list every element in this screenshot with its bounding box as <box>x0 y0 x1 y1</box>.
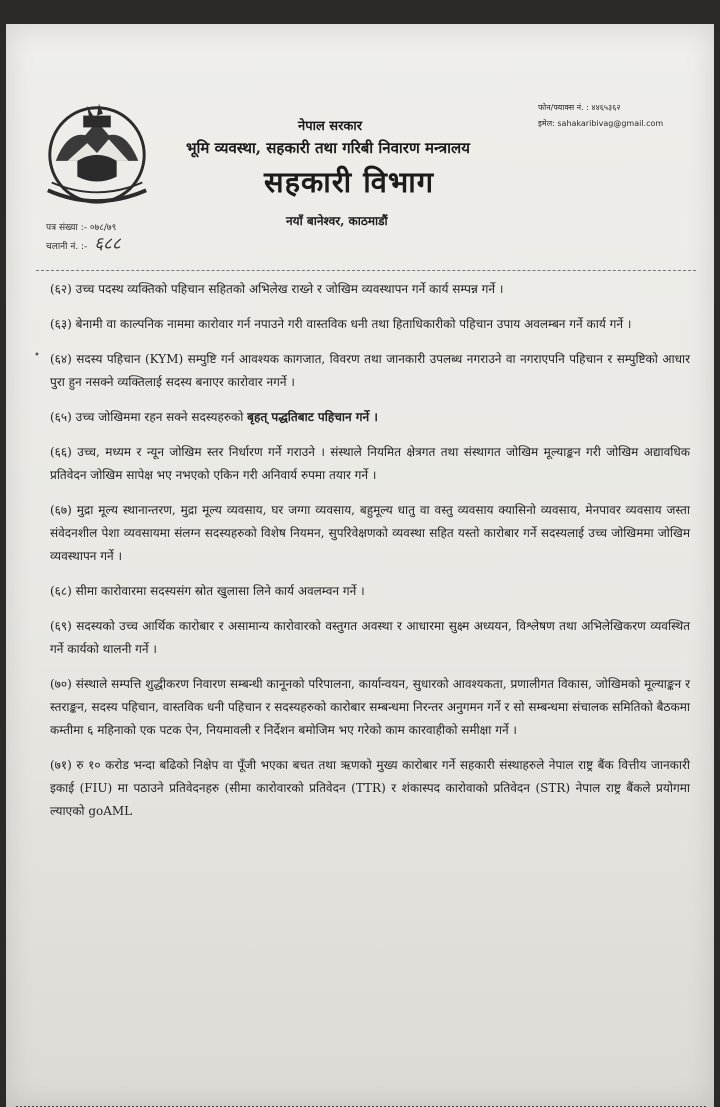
document-body <box>50 278 690 829</box>
clause-text: उच्च, मध्यम र न्यून जोखिम स्तर निर्धारण गर्ने गराउने । संस्थाले नियमित क्षेत्रगत तथा संस्थागत जोखिम मूल्याङ्कन गरी जोखिम अद्यावधिक प्रतिवेदन जोखिम सापेक्ष भए नभएको एकिन गरी अनिवार्य रुपमा तयार गर्ने । <box>50 445 690 482</box>
department-name: सहकारी विभाग <box>264 165 435 199</box>
clause-68 <box>50 580 690 603</box>
clause-69 <box>50 615 690 661</box>
clause-text: सदस्य पहिचान (KYM) सम्पुष्टि गर्न आवश्यक कागजात, विवरण तथा जानकारी उपलब्ध नगराउने वा नगराएपनि पहिचान र सम्पुष्टिको आधार पुरा हुन नसक्ने व्यक्तिलाई सदस्य बनाएर कारोवार नगर्ने । <box>50 352 690 389</box>
dispatch-number-row <box>46 236 121 255</box>
clause-text-bold: बृहत् पद्धतिबाट पहिचान गर्ने । <box>247 410 378 424</box>
letter-number: पत्र संख्या :- ०७८/७९ <box>46 223 117 233</box>
clause-71 <box>50 754 690 823</box>
clause-number: (६९) <box>50 619 72 633</box>
clause-number: (६५) <box>50 410 72 424</box>
clause-text: सदस्यको उच्च आर्थिक कारोबार र असामान्य कारोवारको वस्तुगत अवस्था र आधारमा सुक्ष्म अध्ययन, विश्लेषण तथा अभिलेखिकरण व्यवस्थित गर्ने कार्यको थालनी गर्ने । <box>50 619 690 656</box>
clause-number: (७०) <box>50 677 72 691</box>
clause-number: (६४) <box>50 352 72 366</box>
clause-67 <box>50 499 690 568</box>
margin-mark: • <box>34 350 40 361</box>
clause-70 <box>50 673 690 742</box>
nepal-emblem-logo <box>38 92 156 210</box>
clause-text: बेनामी वा काल्पनिक नाममा कारोवार गर्न नपाउने गरी वास्तविक धनी तथा हिताधिकारीको पहिचान उपाय अवलम्बन गर्ने कार्य गर्ने । <box>75 317 632 331</box>
ministry-name: भूमि व्यवस्था, सहकारी तथा गरिबी निवारण मन्त्रालय <box>186 139 470 157</box>
email-address: इमेल: sahakaribivag@gmail.com <box>538 119 664 128</box>
clause-65 <box>50 406 690 429</box>
clause-number: (६२) <box>50 282 72 296</box>
clause-number: (६७) <box>50 503 72 517</box>
clause-number: (६६) <box>50 445 72 459</box>
clause-number: (६३) <box>50 317 72 331</box>
clause-number: (७१) <box>50 758 72 772</box>
clause-66 <box>50 441 690 487</box>
clause-62 <box>50 278 690 301</box>
office-address: नयाँ बानेश्वर, काठमाडौं <box>286 214 388 228</box>
contact-info <box>538 100 663 132</box>
clause-text: संस्थाले सम्पत्ति शुद्धीकरण निवारण सम्बन्धी कानूनको परिपालना, कार्यान्वयन, सुधारको आवश्यकता, प्रणालीगत विकास, जोखिमको मूल्याङ्कन र स्तराङ्कन, सदस्य पहिचान, वास्तविक धनी पहिचान र सदस्यहरुको कारोबार सम्बन्धमा निरन्तर अनुगमन गर्ने र सो सम्बन्धमा संचालक समितिको बैठकमा कम्तीमा ६ महिनाको एक पटक ऐन, नियमावली र निर्देशन बमोजिम भए गरेको काम कारवाहीको समीक्षा गर्ने । <box>50 677 690 737</box>
clause-number: (६८) <box>50 584 72 598</box>
phone-number: फोन/फ्याक्स नं. : ४४६५३६२ <box>538 103 621 112</box>
dispatch-number-label: चलानी नं. :- <box>46 242 88 252</box>
document-page <box>6 24 714 1107</box>
clause-text: मुद्रा मूल्य स्थानान्तरण, मुद्रा मूल्य व्यवसाय, घर जग्गा व्यवसाय, बहुमूल्य धातु वा वस्तु व्यवसाय क्यासिनो व्यवसाय, मेनपावर व्यवसाय जस्ता संवेदनशील पेशा व्यवसायमा संलग्न सदस्यहरुको विशेष नियमन, सुपरिवेक्षणको व्यवस्था सहित यस्तो कारोबार गर्ने सदस्यलाई उच्च जोखिममा जोखिम व्यवस्थापन गर्ने । <box>50 503 690 563</box>
dispatch-number-handwritten: ६८८ <box>94 234 121 254</box>
clause-text: उच्च जोखिममा रहन सक्ने सदस्यहरुको <box>75 410 248 424</box>
clause-63 <box>50 313 690 336</box>
government-label: नेपाल सरकार <box>298 119 363 134</box>
clause-64 <box>50 348 690 394</box>
reference-block <box>46 220 121 255</box>
header-divider <box>36 270 696 271</box>
clause-text: सीमा कारोवारमा सदस्यसंग स्रोत खुलासा लिने कार्य अवलम्वन गर्ने । <box>75 584 365 598</box>
clause-text: रु १० करोड भन्दा बढिको निक्षेप वा पूँजी भएका बचत तथा ऋणको मुख्य कारोबार गर्ने सहकारी संस्थाहरुले नेपाल राष्ट्र बैंक वित्तीय जानकारी इकाई (FIU) मा पठाउने प्रतिवेदनहरु (सीमा कारोवारको प्रतिवेदन (TTR) र शंकास्पद कारोवाको प्रतिवेदन (STR) नेपाल राष्ट्र बैंकले प्रयोगमा ल्याएको goAML <box>50 758 690 818</box>
clause-text: उच्च पदस्थ व्यक्तिको पहिचान सहितको अभिलेख राख्ने र जोखिम व्यवस्थापन गर्ने कार्य सम्पन्न गर्ने । <box>75 282 504 296</box>
